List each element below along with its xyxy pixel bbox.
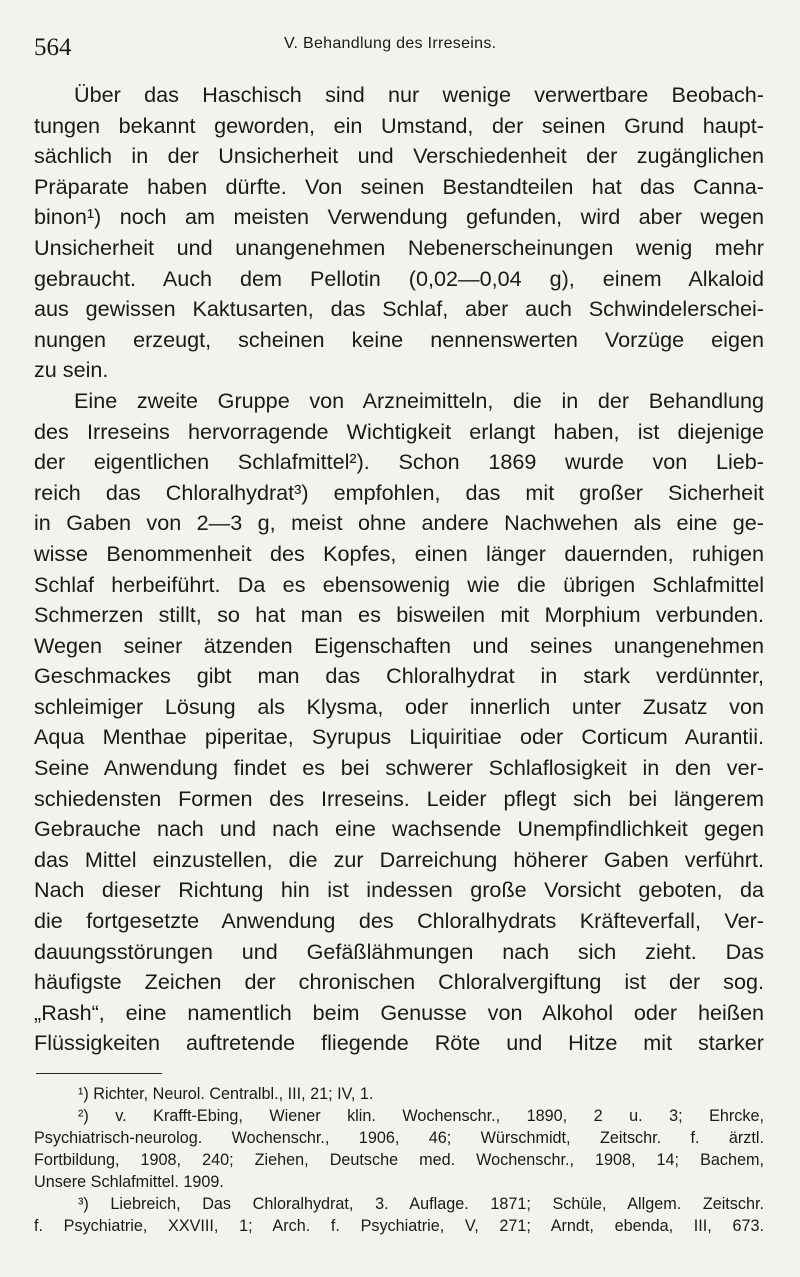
text-line: Wegen seiner ätzenden Eigenschaften und seines unangenehmen <box>34 632 764 658</box>
text-line: binon¹) noch am meisten Verwendung gefunden, wird aber wegen <box>34 204 764 230</box>
text-line: das Mittel einzustellen, die zur Darreichung höherer Gaben verführt. <box>34 846 764 872</box>
footnote-line: ³) Liebreich, Das Chloralhydrat, 3. Auflage. 1871; Schüle, Allgem. Zeitschr. <box>78 1195 764 1213</box>
text-line: aus gewissen Kaktusarten, das Schlaf, aber auch Schwindelerschei- <box>34 296 764 322</box>
text-line: der eigentlichen Schlafmittel²). Schon 1869 wurde von Lieb- <box>34 449 764 475</box>
footnote-line: Fortbildung, 1908, 240; Ziehen, Deutsche med. Wochenschr., 1908, 14; Bachem, <box>34 1151 764 1169</box>
text-line: reich das Chloralhydrat³) empfohlen, das mit großer Sicherheit <box>34 479 764 505</box>
text-line: Nach dieser Richtung hin ist indessen große Vorsicht geboten, da <box>34 877 764 903</box>
footnote-rule <box>36 1073 162 1074</box>
text-line: Unsicherheit und unangenehmen Nebenerscheinungen wenig mehr <box>34 234 764 260</box>
text-line: Präparate haben dürfte. Von seinen Bestandteilen hat das Canna- <box>34 173 764 199</box>
text-line: Schmerzen stillt, so hat man es bisweilen mit Morphium verbunden. <box>34 602 764 628</box>
text-line: nungen erzeugt, scheinen keine nennenswerten Vorzüge eigen <box>34 326 764 352</box>
footnote-line: ²) v. Krafft-Ebing, Wiener klin. Wochenschr., 1890, 2 u. 3; Ehrcke, <box>78 1107 764 1125</box>
running-head: V. Behandlung des Irreseins. <box>284 35 497 52</box>
footnote-line: ¹) Richter, Neurol. Centralbl., III, 21; IV, 1. <box>78 1085 374 1103</box>
text-line: häufigste Zeichen der chronischen Chloralvergiftung ist der sog. <box>34 969 764 995</box>
footnote-line: f. Psychiatrie, XXVIII, 1; Arch. f. Psychiatrie, V, 271; Arndt, ebenda, III, 673. <box>34 1217 764 1235</box>
text-line: Über das Haschisch sind nur wenige verwertbare Beobach- <box>74 82 764 107</box>
text-line: tungen bekannt geworden, ein Umstand, der seinen Grund haupt- <box>34 112 764 138</box>
text-line: wisse Benommenheit des Kopfes, einen länger dauernden, ruhigen <box>34 540 764 566</box>
text-line: des Irreseins hervorragende Wichtigkeit erlangt haben, ist diejenige <box>34 418 764 444</box>
text-line: sächlich in der Unsicherheit und Verschiedenheit der zugänglichen <box>34 143 764 169</box>
page-header <box>34 30 766 64</box>
text-line: Aqua Menthae piperitae, Syrupus Liquiritiae oder Corticum Aurantii. <box>34 724 764 750</box>
text-line: schiedensten Formen des Irreseins. Leider pflegt sich bei längerem <box>34 785 764 811</box>
text-line: Seine Anwendung findet es bei schwerer Schlaflosigkeit in den ver- <box>34 755 764 781</box>
body-text <box>34 80 764 1059</box>
text-line: Schlaf herbeiführt. Da es ebensowenig wie die übrigen Schlafmittel <box>34 571 764 597</box>
text-line: dauungsstörungen und Gefäßlähmungen nach sich zieht. Das <box>34 938 764 964</box>
text-line: Eine zweite Gruppe von Arzneimitteln, die in der Behandlung <box>74 387 764 413</box>
text-line: „Rash“, eine namentlich beim Genusse von Alkohol oder heißen <box>34 999 764 1025</box>
footnote-line: Unsere Schlafmittel. 1909. <box>34 1173 224 1191</box>
text-line: schleimiger Lösung als Klysma, oder innerlich unter Zusatz von <box>34 693 764 719</box>
footnotes <box>34 1083 764 1237</box>
text-line: in Gaben von 2—3 g, meist ohne andere Nachwehen als eine ge- <box>34 510 764 536</box>
text-line: zu sein. <box>34 357 109 383</box>
text-line: Gebrauche nach und nach eine wachsende Unempfindlichkeit gegen <box>34 816 764 842</box>
text-line: die fortgesetzte Anwendung des Chloralhydrats Kräfteverfall, Ver- <box>34 908 764 934</box>
footnote-line: Psychiatrisch-neurolog. Wochenschr., 1906, 46; Würschmidt, Zeitschr. f. ärztl. <box>34 1129 764 1147</box>
text-line: gebraucht. Auch dem Pellotin (0,02—0,04 g), einem Alkaloid <box>34 265 764 291</box>
text-line: Geschmackes gibt man das Chloralhydrat in stark verdünnter, <box>34 663 764 689</box>
page-number: 564 <box>34 34 72 61</box>
text-line: Flüssigkeiten auftretende fliegende Röte und Hitze mit starker <box>34 1030 764 1056</box>
